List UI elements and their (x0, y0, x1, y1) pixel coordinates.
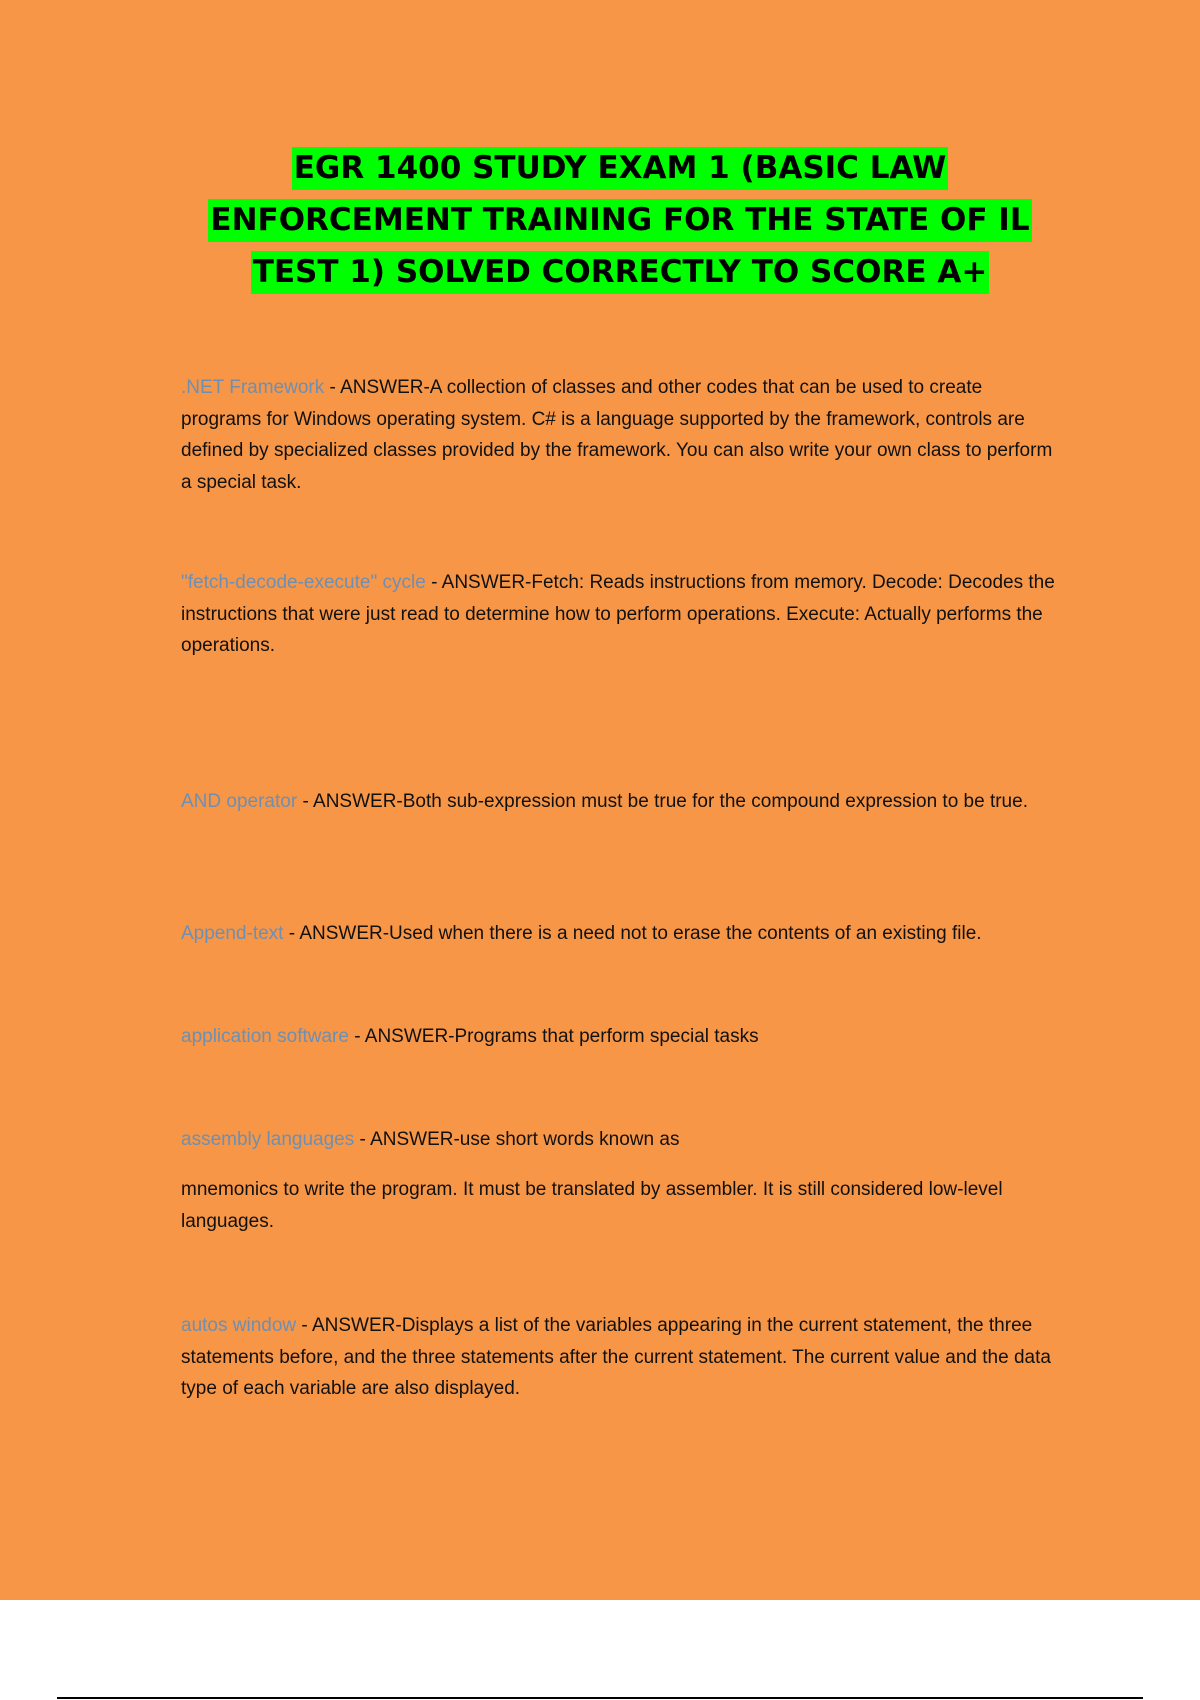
entry-term: Append-text (181, 923, 284, 944)
title-line-1: EGR 1400 STUDY EXAM 1 (BASIC LAW (292, 147, 949, 190)
entry-autos-window (181, 1310, 1061, 1405)
entry-term: assembly languages (181, 1129, 355, 1150)
entry-fetch-decode-execute (181, 567, 1061, 662)
entry-answer: ANSWER-Programs that perform special tasks (364, 1026, 759, 1047)
entry-separator: - (425, 572, 442, 593)
title-line-3: TEST 1) SOLVED CORRECTLY TO SCORE A+ (251, 251, 990, 294)
entry-net-framework (181, 372, 1061, 498)
footer-divider (57, 1697, 1143, 1699)
entry-term: "fetch-decode-execute" cycle (181, 572, 426, 593)
entry-answer: ANSWER-use short words known as (370, 1129, 680, 1150)
title-line-2: ENFORCEMENT TRAINING FOR THE STATE OF IL (208, 199, 1031, 242)
entry-answer: ANSWER-A collection of classes and other codes that can be used to create programs for Windows operating system. C# is a language supported by the framework, controls are defined by specialized classes provided by the framework. You can also write your own class to perform a special task. (181, 377, 1053, 493)
entry-term: autos window (181, 1315, 297, 1336)
entry-separator: - (348, 1026, 365, 1047)
entry-answer: ANSWER-Displays a list of the variables appearing in the current statement, the three statements before, and the three statements after the current statement. The current value and the data type of each variable are also displayed. (181, 1315, 1051, 1399)
entry-and-operator (181, 786, 1061, 818)
entry-separator: - (283, 923, 300, 944)
entry-separator: - (296, 1315, 312, 1336)
entry-separator: - (324, 377, 341, 398)
entry-answer: ANSWER-Fetch: Reads instructions from memory. Decode: Decodes the instructions that were just read to determine how to perform operations. Execute: Actually performs the operations. (181, 572, 1055, 656)
entry-assembly-languages (181, 1124, 1061, 1156)
entry-term: .NET Framework (181, 377, 325, 398)
entry-term: AND operator (181, 791, 298, 812)
entry-application-software (181, 1021, 1061, 1053)
entry-separator: - (354, 1129, 371, 1150)
entry-answer: ANSWER-Both sub-expression must be true for the compound expression to be true. (313, 791, 1028, 812)
entry-term: application software (181, 1026, 349, 1047)
entry-separator: - (297, 791, 314, 812)
entry-append-text (181, 918, 1061, 950)
entry-assembly-languages-continuation: mnemonics to write the program. It must be translated by assembler. It is still considered low-level languages. (181, 1179, 1003, 1232)
document-title (140, 142, 1100, 298)
entry-answer: ANSWER-Used when there is a need not to erase the contents of an existing file. (299, 923, 982, 944)
